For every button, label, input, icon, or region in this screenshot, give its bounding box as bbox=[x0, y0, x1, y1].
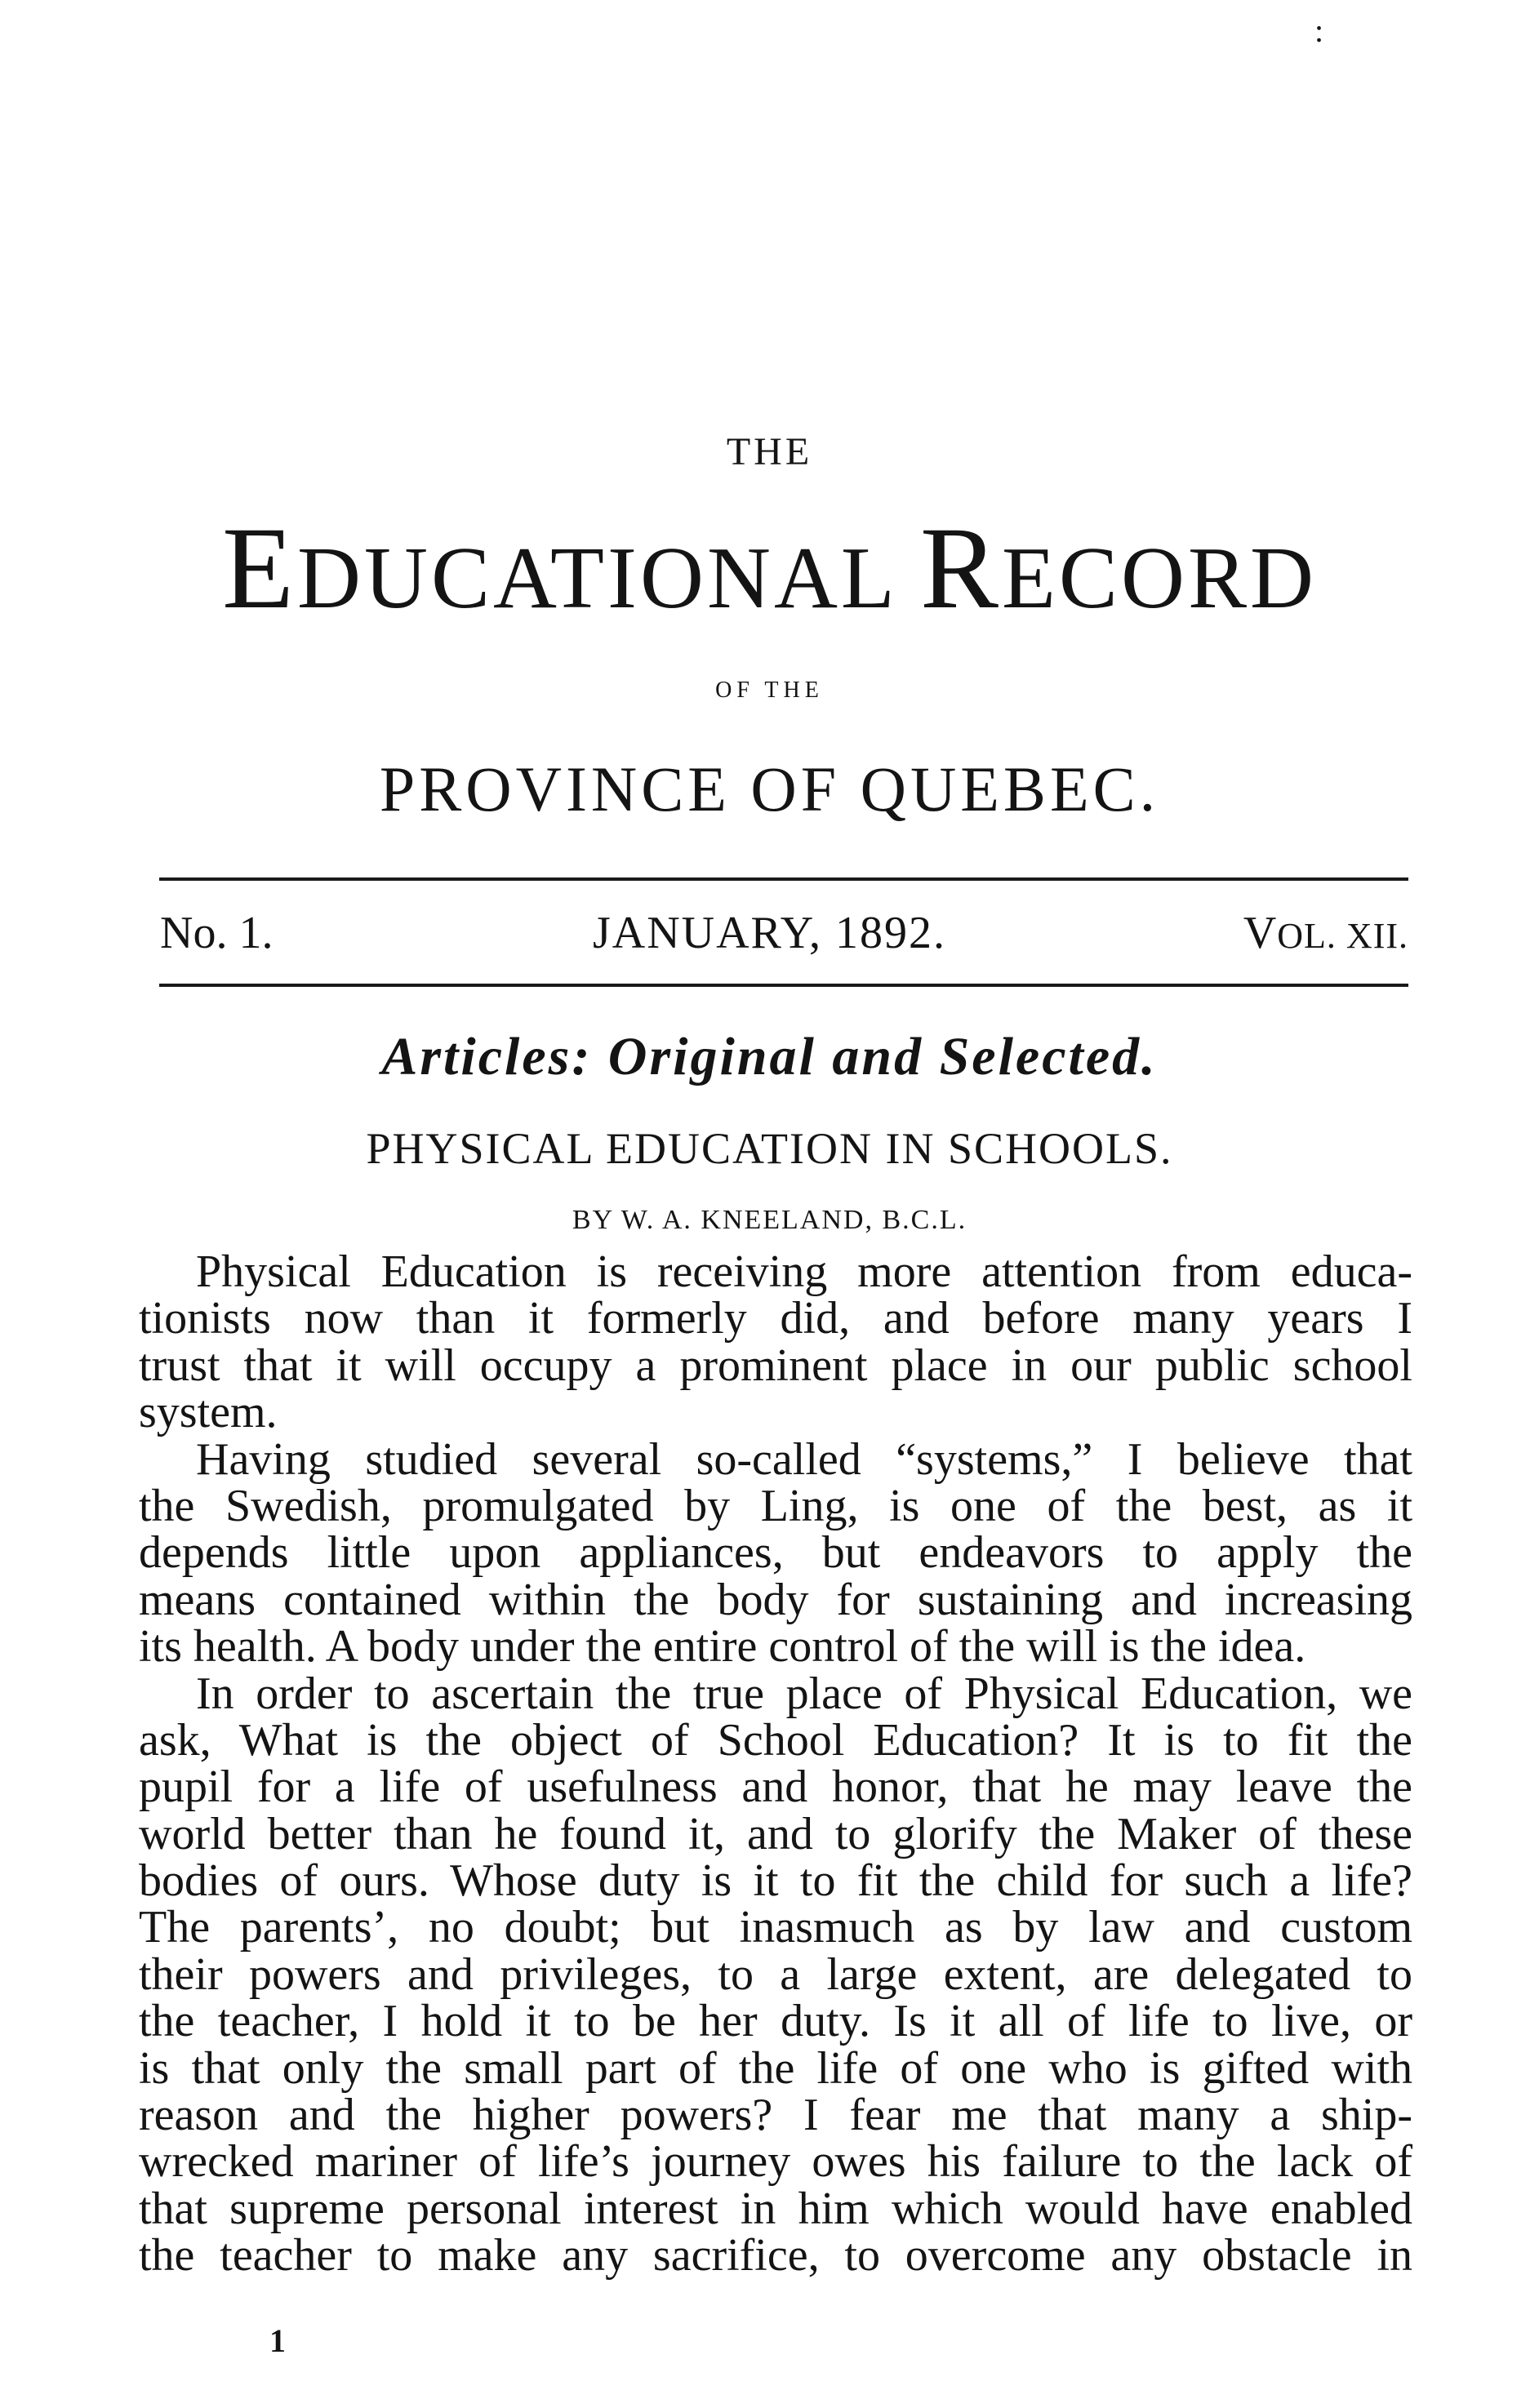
body-line: the teacher, I hold it to be her duty. Is it all of life to live, or bbox=[139, 1996, 1412, 2047]
body-line: bodies of ours. Whose duty is it to fit the child for such a life? bbox=[139, 1855, 1412, 1907]
body-line: reason and the higher powers? I fear me that many a ship- bbox=[139, 2090, 1412, 2141]
article-body bbox=[139, 1246, 1412, 2281]
body-line: depends little upon appliances, but endeavors to apply the bbox=[139, 1527, 1412, 1579]
issue-date: JANUARY, 1892. bbox=[592, 908, 947, 958]
body-line: that supreme personal interest in him which would have enabled bbox=[139, 2183, 1412, 2234]
masthead-province: PROVINCE OF QUEBEC. bbox=[379, 753, 1160, 824]
issue-volume-rest: OL. XII. bbox=[1277, 916, 1408, 956]
body-line: system. bbox=[139, 1387, 278, 1438]
article-byline: BY W. A. KNEELAND, B.C.L. bbox=[572, 1205, 967, 1235]
body-line: Having studied several so-called “systems,” I believe that bbox=[196, 1433, 1412, 1485]
body-line: means contained within the body for sustaining and increasing bbox=[139, 1574, 1412, 1625]
masthead-title-record: ECORD bbox=[1001, 530, 1317, 627]
masthead-of-the: OF THE bbox=[715, 678, 824, 703]
body-line: the Swedish, promulgated by Ling, is one of the best, as it bbox=[139, 1480, 1412, 1531]
body-line: their powers and privileges, to a large extent, are delegated to bbox=[139, 1948, 1412, 2000]
masthead-title-educational: DUCATIONAL bbox=[296, 530, 920, 627]
body-line: The parents’, no doubt; but inasmuch as by law and custom bbox=[139, 1902, 1412, 1953]
body-line: pupil for a life of usefulness and honor, that he may leave the bbox=[139, 1762, 1412, 1813]
masthead-title-initial-e: E bbox=[222, 504, 297, 633]
issue-number-initial: N bbox=[160, 908, 193, 958]
issue-number-rest: o. 1. bbox=[193, 908, 274, 958]
margin-mark: : bbox=[1314, 12, 1324, 49]
issue-volume-initial: V bbox=[1243, 908, 1278, 958]
masthead-title bbox=[0, 504, 1539, 633]
body-line: tionists now than it formerly did, and before many years I bbox=[139, 1293, 1412, 1344]
page-number: 1 bbox=[269, 2322, 286, 2359]
body-line: wrecked mariner of life’s journey owes his failure to the lack of bbox=[139, 2136, 1412, 2188]
bottom-rule bbox=[159, 984, 1408, 987]
masthead-title-initial-r: R bbox=[919, 504, 1002, 633]
body-line: its health. A body under the entire control of the will is the idea. bbox=[139, 1621, 1306, 1673]
body-line: the teacher to make any sacrifice, to overcome any obstacle in bbox=[139, 2230, 1412, 2281]
body-line: In order to ascertain the true place of Physical Education, we bbox=[196, 1668, 1412, 1719]
body-line: world better than he found it, and to glorify the Maker of these bbox=[139, 1808, 1412, 1859]
section-heading: Articles: Original and Selected. bbox=[381, 1027, 1158, 1086]
masthead-the: THE bbox=[726, 430, 813, 473]
body-line: ask, What is the object of School Education? It is to fit the bbox=[139, 1714, 1412, 1766]
issue-volume bbox=[1243, 910, 1408, 956]
body-line: Physical Education is receiving more attention from educa- bbox=[196, 1246, 1412, 1297]
body-line: is that only the small part of the life of one who is gifted with bbox=[139, 2042, 1412, 2094]
top-rule bbox=[159, 877, 1408, 881]
body-line: trust that it will occupy a prominent place in our public school bbox=[139, 1340, 1412, 1391]
article-title: PHYSICAL EDUCATION IN SCHOOLS. bbox=[366, 1124, 1173, 1173]
